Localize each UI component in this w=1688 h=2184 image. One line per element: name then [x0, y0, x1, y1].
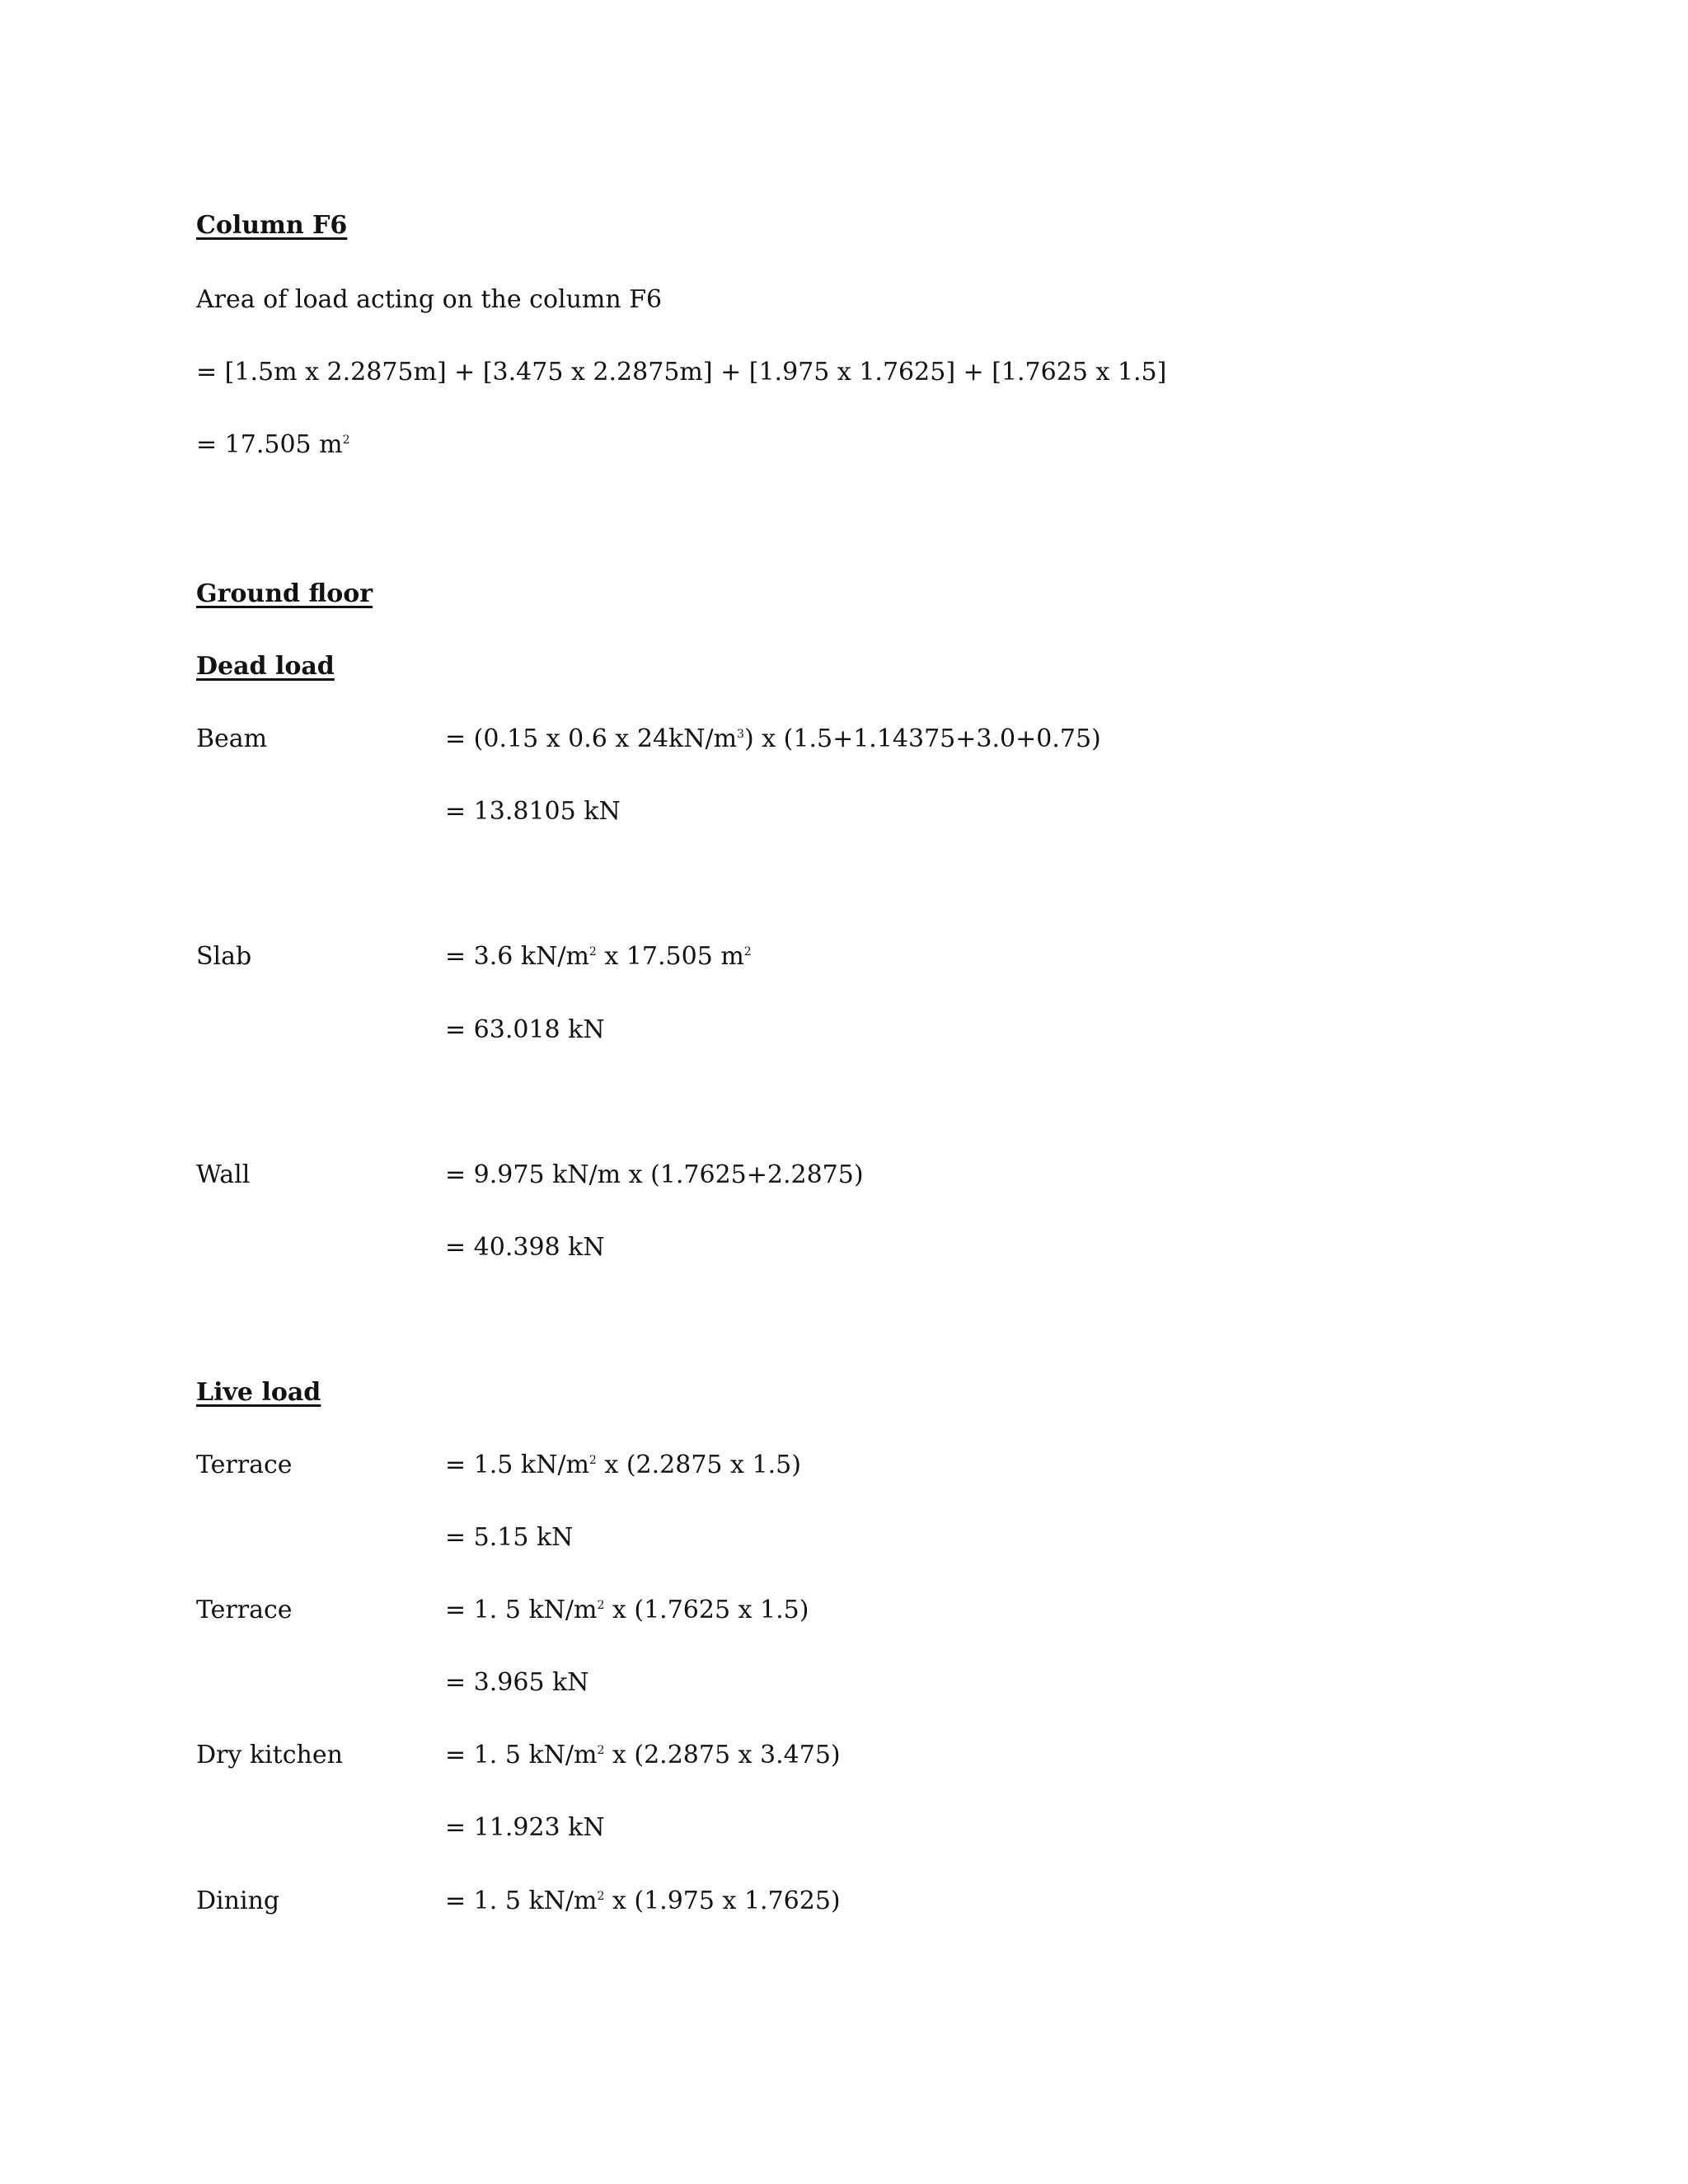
dining-formula-part-a: = 1. 5 kN/m — [445, 1886, 598, 1915]
slab-result: = 63.018 kN — [445, 1015, 605, 1044]
dining-formula-part-b: x (1.975 x 1.7625) — [604, 1886, 841, 1915]
wall-formula: = 9.975 kN/m x (1.7625+2.2875) — [445, 1160, 864, 1189]
slab-formula-part-a: = 3.6 kN/m — [445, 942, 589, 971]
dead-load-heading: Dead load — [196, 652, 335, 681]
slab-formula — [445, 942, 752, 972]
dining-label: Dining — [196, 1886, 280, 1915]
beam-formula-part-b: ) x (1.5+1.14375+3.0+0.75) — [743, 724, 1101, 753]
terrace1-formula-part-a: = 1.5 kN/m — [445, 1451, 589, 1479]
terrace2-formula-sup: 2 — [597, 1599, 605, 1612]
wall-label: Wall — [196, 1160, 251, 1189]
terrace1-formula — [445, 1451, 801, 1480]
area-result-value: = 17.505 m — [196, 430, 343, 459]
terrace2-formula-part-a: = 1. 5 kN/m — [445, 1596, 598, 1624]
terrace2-formula-part-b: x (1.7625 x 1.5) — [604, 1596, 809, 1624]
beam-formula-sup: 3 — [737, 728, 744, 741]
beam-formula-part-a: = (0.15 x 0.6 x 24kN/m — [445, 724, 738, 753]
area-result-unit-sup: 2 — [342, 434, 350, 447]
dry-kitchen-result: = 11.923 kN — [445, 1813, 605, 1842]
ground-floor-heading: Ground floor — [196, 579, 373, 608]
slab-formula-sup1: 2 — [588, 945, 597, 958]
dry-kitchen-formula — [445, 1741, 841, 1770]
dry-kitchen-label: Dry kitchen — [196, 1741, 343, 1769]
slab-label: Slab — [196, 942, 252, 971]
slab-formula-sup2: 2 — [743, 945, 752, 958]
column-heading: Column F6 — [196, 211, 348, 240]
area-intro: Area of load acting on the column F6 — [196, 285, 663, 314]
terrace1-formula-sup: 2 — [588, 1454, 597, 1467]
dining-formula — [445, 1886, 841, 1916]
terrace1-label: Terrace — [196, 1451, 293, 1479]
terrace1-result: = 5.15 kN — [445, 1523, 574, 1552]
terrace2-label: Terrace — [196, 1596, 293, 1624]
area-result — [196, 430, 350, 460]
area-formula: = [1.5m x 2.2875m] + [3.475 x 2.2875m] + [1.975 x 1.7625] + [1.7625 x 1.5] — [196, 358, 1167, 387]
terrace1-formula-part-b: x (2.2875 x 1.5) — [596, 1451, 801, 1479]
terrace2-formula — [445, 1596, 809, 1625]
dry-kitchen-formula-part-a: = 1. 5 kN/m — [445, 1741, 598, 1769]
dry-kitchen-formula-part-b: x (2.2875 x 3.475) — [604, 1741, 841, 1769]
dining-formula-sup: 2 — [597, 1890, 605, 1903]
wall-result: = 40.398 kN — [445, 1233, 605, 1262]
terrace2-result: = 3.965 kN — [445, 1668, 589, 1697]
beam-formula — [445, 724, 1101, 754]
slab-formula-part-b: x 17.505 m — [596, 942, 744, 971]
beam-result: = 13.8105 kN — [445, 797, 621, 826]
dry-kitchen-formula-sup: 2 — [597, 1744, 605, 1757]
live-load-heading: Live load — [196, 1378, 321, 1407]
beam-label: Beam — [196, 724, 268, 753]
